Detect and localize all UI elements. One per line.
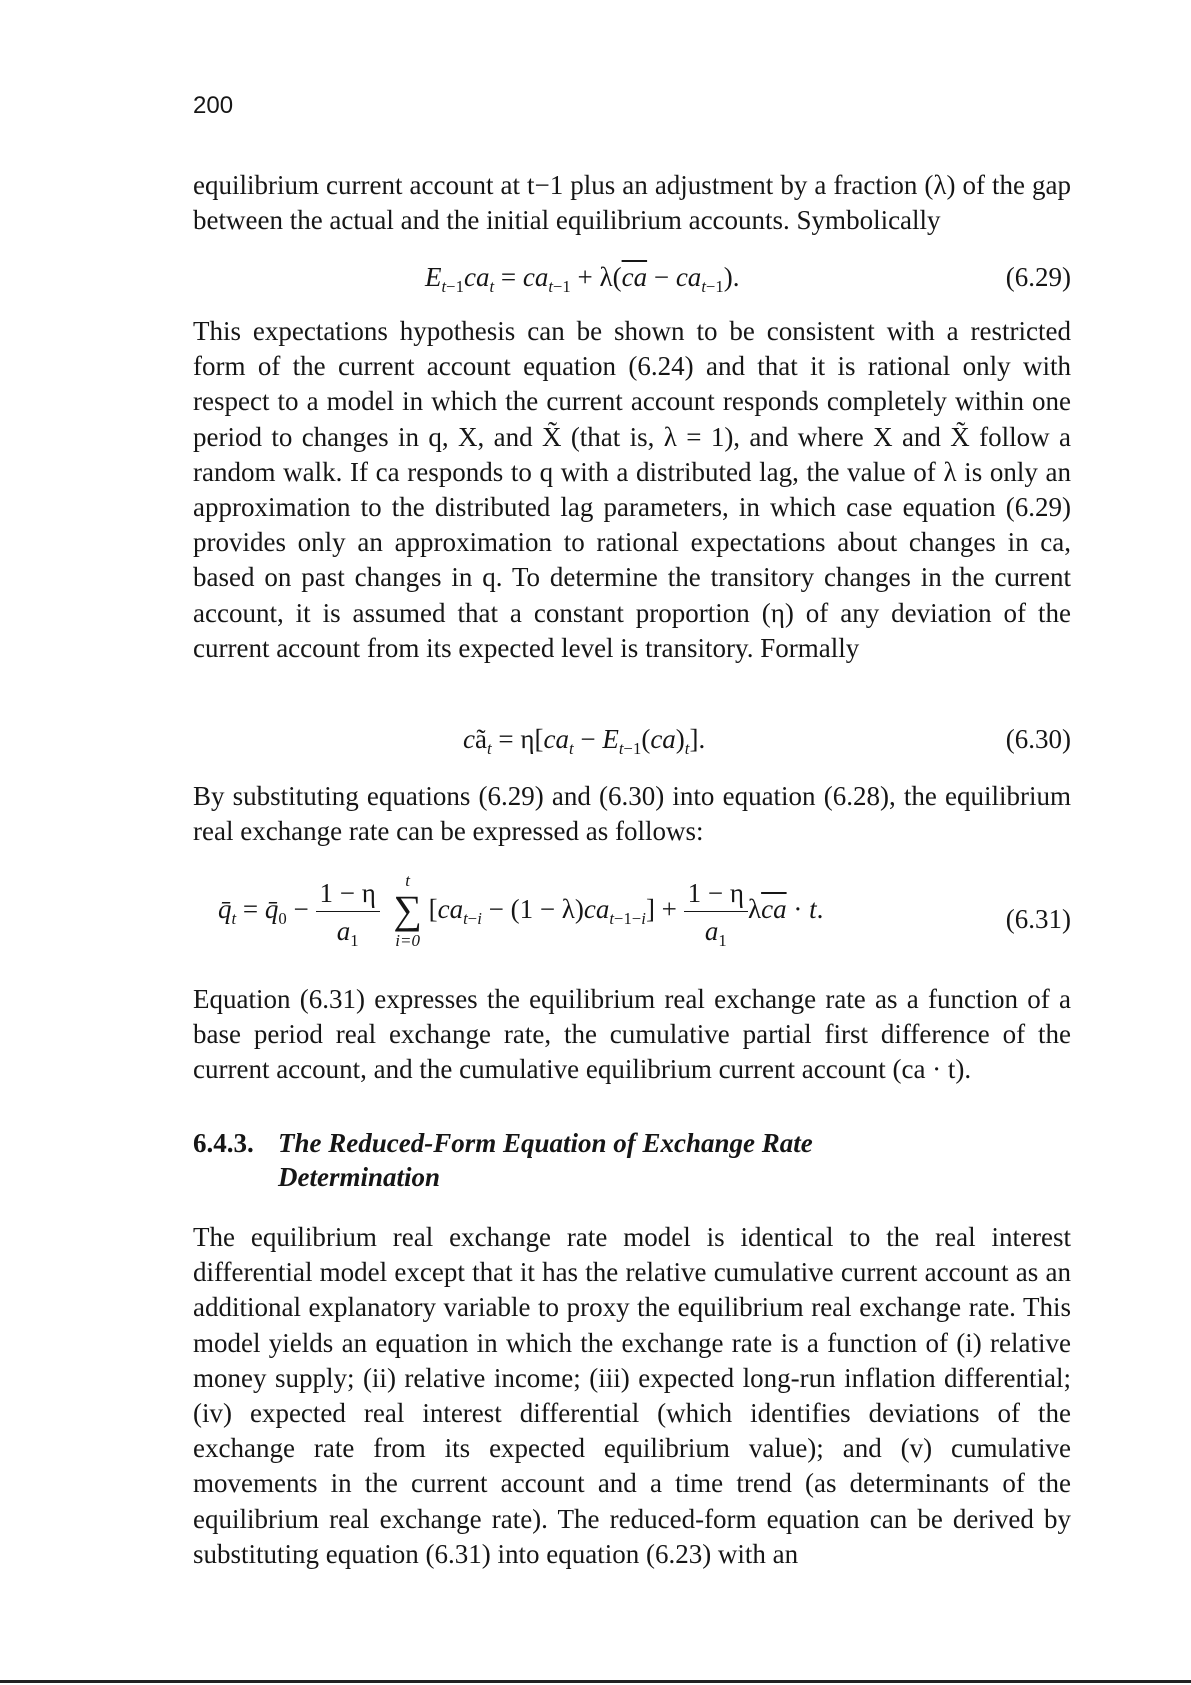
paragraph-intro: equilibrium current account at t−1 plus an adjustment by a fraction (λ) of the gap between the actual and the initial equilibrium accounts. Symbolically <box>193 170 1071 236</box>
page-bottom-rule <box>0 1680 1191 1683</box>
section-number: 6.4.3. <box>193 1128 254 1158</box>
equation-6-29-number: (6.29) <box>1005 262 1071 292</box>
fraction-1: $\frac{1 - \eta}{a_1}$ <box>316 875 380 950</box>
paragraph-model: The equilibrium real exchange rate model is identical to the real interest differential model except that it has the relative cumulative current account as an additional explanatory variable to proxy the equilibrium real exchange rate. This model yields an equation in which the exchange rate is a function of (i) relative money supply; (ii) relative income; (iii) expected long-run inflation differential; (iv) expected real interest differential (which identifies deviations of the exchange rate from its expected equilibrium value); and (v) cumulative movements in the current account and a time trend (as determinants of the equilibrium real exchange rate). The reduced-form equation can be derived by substituting equation (6.31) into equation (6.23) with an <box>193 1222 1071 1569</box>
equation-6-30 <box>193 724 1071 764</box>
page-number: 200 <box>193 92 234 119</box>
paragraph-equation-explains: Equation (6.31) expresses the equilibrium real exchange rate as a function of a base period real exchange rate, the cumulative partial first difference of the current account, and the cumulative equilibrium current account (ca · t). <box>193 984 1071 1085</box>
section-title: The Reduced-Form Equation of Exchange Rate Determination <box>278 1128 813 1192</box>
equation-6-29 <box>193 262 1071 302</box>
equation-6-29-body: $E_{t-1}ca_t = ca_{t-1} + \lambda(\overline{ca} - ca_{t-1})$. <box>425 262 740 296</box>
summation-sign: t ∑ i=0 <box>393 871 422 950</box>
equation-6-30-body: $cã_t = \eta[ca_t - E_{t-1}(ca)_t]$. <box>463 724 706 758</box>
equation-6-30-number: (6.30) <box>1005 724 1071 754</box>
fraction-2: $\frac{1 - \eta}{a_1}$ <box>684 875 748 950</box>
paragraph-substituting: By substituting equations (6.29) and (6.30) into equation (6.28), the equilibrium real exchange rate can be expressed as follows: <box>193 781 1071 847</box>
paragraph-expectations: This expectations hypothesis can be shown to be consistent with a restricted form of the current account equation (6.24) and that it is rational only with respect to a model in which the current account responds completely within one period to changes in q, X, and X̃ (that is, λ = 1), and where X and X̃ follow a random walk. If ca responds to q with a distributed lag, the value of λ is only an approximation to the distributed lag parameters, in which case equation (6.29) provides only an approximation to rational expectations about changes in ca, based on past changes in q. To determine the transitory changes in the current account, it is assumed that a constant proportion (η) of any deviation of the current account from its expected level is transitory. Formally <box>193 316 1071 663</box>
equation-6-31 <box>193 872 1071 972</box>
equation-6-31-number: (6.31) <box>1005 904 1071 934</box>
equation-6-31-body: $q̄_t$ = $q̄_0$ − $\frac{1 - \eta}{a_1}$ t ∑ i=0 $[ca_{t-i} - (1 - \lambda)ca_{t-1-i}]$ + $\frac{1 - \eta}{a_1}$ $\lambda\overline{ca} \cdot t$. <box>218 871 824 950</box>
